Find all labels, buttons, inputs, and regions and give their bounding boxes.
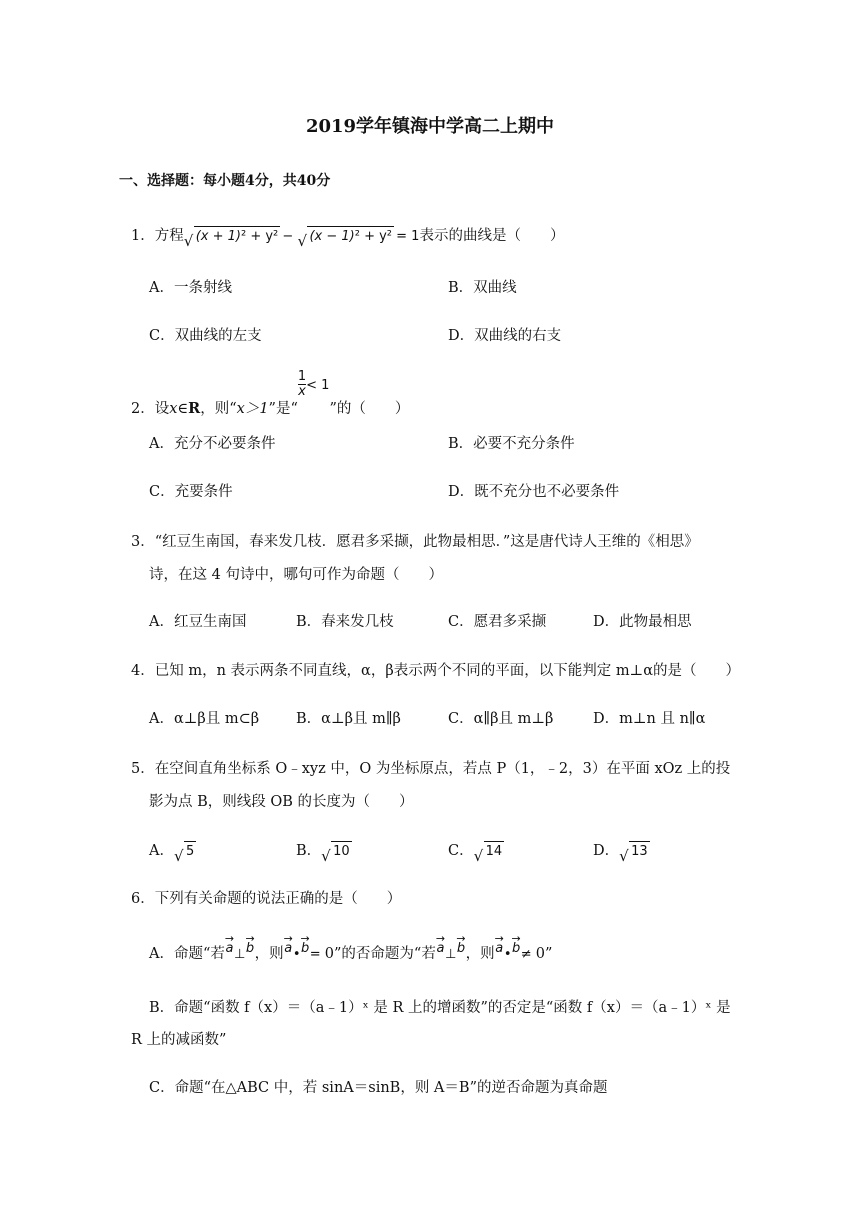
- q2-option-c: C．充要条件: [149, 484, 233, 500]
- vector-a: → a: [435, 932, 446, 956]
- question-3-line-2: 诗，在这 4 句诗中，哪句可作为命题（ ）: [149, 567, 443, 583]
- q6-option-b-line-2: R 上的减函数”: [131, 1032, 227, 1048]
- q1-equation: √ (x + 1)² + y² − √ (x − 1)² + y² = 1: [184, 229, 420, 244]
- q2-option-d: D．既不充分也不必要条件: [448, 484, 620, 500]
- q4-option-a: A．α⊥β且 m⊂β: [149, 711, 260, 727]
- q1-option-d: D．双曲线的右支: [448, 328, 562, 344]
- q3-option-c: C．愿君多采撷: [448, 614, 547, 630]
- q2-fraction: $\frac{1}{x}$: [297, 369, 307, 399]
- question-3-line-1: 3．“红豆生南国，春来发几枝．愿君多采撷，此物最相思．”这是唐代诗人王维的《相思》: [131, 534, 699, 550]
- q3-option-b: B．春来发几枝: [296, 614, 394, 630]
- question-4: 4．已知 m，n 表示两条不同直线，α，β表示两个不同的平面，以下能判定 m⊥α的是（ ）: [131, 663, 740, 679]
- q6-option-b-line-1: B．命题“函数 f（x）＝（a﹣1）ˣ 是 R 上的增函数”的否定是“函数 f（x）＝（a﹣1）ˣ 是: [149, 1000, 731, 1016]
- vector-b: → b: [456, 932, 466, 956]
- vector-b: → b: [245, 932, 255, 956]
- q3-option-a: A．红豆生南国: [149, 614, 247, 630]
- vector-a: → a: [283, 932, 293, 956]
- q1-option-b: B．双曲线: [448, 280, 517, 296]
- question-5-line-1: 5．在空间直角坐标系 O﹣xyz 中，O 为坐标原点，若点 P（1，﹣2，3）在平面 xOz 上的投: [131, 761, 731, 777]
- section-heading: 一、选择题：每小题4分，共40分: [119, 173, 331, 189]
- question-2: 2．设x∈R，则“x＞1”是“ $\frac{1}{x}$ < 1”的（ ）: [131, 369, 410, 417]
- q1-option-a: A．一条射线: [149, 280, 232, 296]
- q2-option-b: B．必要不充分条件: [448, 436, 575, 452]
- vector-b: → b: [300, 932, 310, 956]
- question-1: 1．方程 √ (x + 1)² + y² − √ (x − 1)² + y² = 1表示的曲线是（ ）: [131, 228, 565, 250]
- q2-option-a: A．充分不必要条件: [149, 436, 276, 452]
- page-title: 2019学年镇海中学高二上期中: [305, 116, 555, 137]
- q5-option-d: D． √ 13: [593, 843, 648, 865]
- question-6: 6．下列有关命题的说法正确的是（ ）: [131, 891, 402, 907]
- q5-option-b: B． √ 10: [296, 843, 350, 865]
- q3-option-d: D．此物最相思: [593, 614, 692, 630]
- q6-option-a: A．命题“若 → a⊥ → b，则 → a• → b= 0”的否命题为“若 → a⊥ → b，则 → a• → b≠ 0”: [149, 932, 553, 962]
- q6-option-c: C．命题“在△ABC 中，若 sinA＝sinB，则 A＝B”的逆否命题为真命题: [149, 1080, 608, 1096]
- q4-option-d: D．m⊥n 且 n∥α: [593, 711, 706, 727]
- q5-option-c: C． √ 14: [448, 843, 503, 865]
- q4-option-c: C．α∥β且 m⊥β: [448, 711, 554, 727]
- vector-a: → a: [494, 932, 504, 956]
- vector-b: → b: [511, 932, 521, 956]
- q4-option-b: B．α⊥β且 m∥β: [296, 711, 401, 727]
- q1-option-c: C．双曲线的左支: [149, 328, 262, 344]
- q5-option-a: A． √ 5: [149, 843, 195, 865]
- vector-a: → a: [224, 932, 235, 956]
- question-5-line-2: 影为点 B，则线段 OB 的长度为（ ）: [149, 794, 414, 810]
